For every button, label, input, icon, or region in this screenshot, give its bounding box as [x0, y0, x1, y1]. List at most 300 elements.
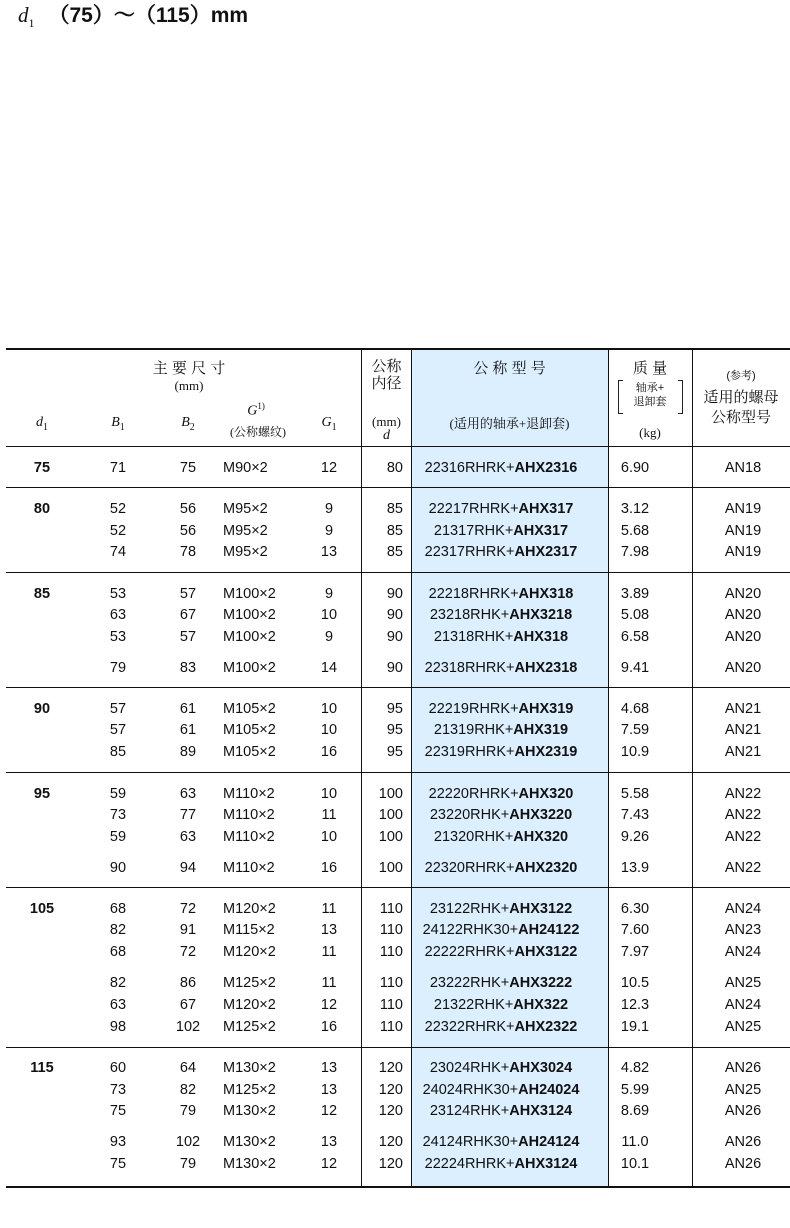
bearing-number: 22318RHRK+ [424, 660, 515, 676]
cell-nut: AN19 [724, 544, 762, 560]
cell-b2: 77 [179, 807, 197, 823]
cell-mass: 7.59 [620, 722, 650, 738]
cell-nut: AN23 [724, 922, 762, 938]
group-divider [6, 772, 790, 773]
cell-g: M105×2 [223, 722, 276, 738]
cell-b1: 82 [109, 922, 127, 938]
cell-g: M115×2 [223, 922, 275, 938]
cell-model [411, 521, 591, 541]
cell-d1: 115 [30, 1060, 54, 1076]
cell-g: M110×2 [223, 807, 275, 823]
cell-g1: 11 [321, 807, 337, 823]
header-bore-line1: 公称 [371, 358, 402, 375]
sleeve-number: AHX3122 [514, 944, 578, 960]
cell-b2: 94 [179, 860, 197, 876]
cell-mass: 10.1 [620, 1156, 650, 1172]
cell-d1: 75 [33, 460, 51, 476]
cell-bore: 120 [378, 1134, 403, 1150]
cell-nut: AN26 [724, 1156, 762, 1172]
group-divider [6, 887, 790, 888]
cell-b1: 60 [109, 1060, 127, 1076]
cell-mass: 5.99 [620, 1082, 650, 1098]
header-col-g-note: (公称螺纹) [230, 425, 286, 439]
cell-nut: AN24 [724, 901, 762, 917]
cell-mass: 4.68 [620, 701, 650, 717]
cell-mass: 6.30 [620, 901, 650, 917]
cell-b2: 89 [179, 744, 197, 760]
cell-g: M120×2 [223, 997, 276, 1013]
cell-g1: 12 [320, 1103, 338, 1119]
bearing-number: 21319RHK+ [433, 722, 514, 738]
cell-g: M125×2 [223, 1082, 276, 1098]
sleeve-number: AHX320 [518, 786, 574, 802]
sleeve-number: AHX318 [518, 586, 574, 602]
cell-nut: AN24 [724, 944, 762, 960]
cell-b1: 93 [109, 1134, 127, 1150]
cell-b1: 90 [109, 860, 127, 876]
cell-mass: 4.82 [620, 1060, 650, 1076]
sleeve-number: AHX317 [513, 523, 569, 539]
cell-mass: 7.98 [620, 544, 650, 560]
bearing-number: 22222RHRK+ [424, 944, 515, 960]
cell-g: M110×2 [223, 860, 275, 876]
sleeve-number: AHX3220 [509, 807, 573, 823]
cell-nut: AN21 [724, 722, 762, 738]
cell-model [411, 1101, 591, 1121]
cell-model [411, 995, 591, 1015]
sleeve-number: AHX3122 [509, 901, 573, 917]
cell-bore: 110 [379, 997, 403, 1013]
cell-b2: 102 [175, 1134, 201, 1150]
cell-model [411, 942, 591, 962]
cell-b1: 52 [109, 523, 127, 539]
cell-mass: 10.9 [620, 744, 650, 760]
divider-mass-left [608, 350, 609, 1186]
cell-b2: 67 [179, 607, 197, 623]
header-dims-unit: (mm) [174, 378, 204, 393]
cell-d1: 105 [29, 901, 55, 917]
cell-b2: 61 [179, 701, 197, 717]
divider-nut-left [692, 350, 693, 1186]
cell-nut: AN22 [724, 829, 762, 845]
cell-bore: 85 [386, 523, 403, 539]
cell-g1: 16 [320, 744, 338, 760]
cell-b1: 73 [109, 807, 127, 823]
cell-g: M100×2 [223, 660, 276, 676]
cell-bore: 85 [386, 501, 403, 517]
cell-b1: 59 [109, 829, 127, 845]
title-symbol-letter: d [18, 3, 29, 27]
cell-model [411, 805, 591, 825]
cell-model [411, 858, 591, 878]
cell-model [411, 720, 591, 740]
cell-mass: 9.26 [620, 829, 650, 845]
cell-bore: 120 [378, 1060, 403, 1076]
bearing-number: 22217RHRK+ [428, 501, 519, 517]
bearing-number: 24122RHK30+ [422, 922, 519, 938]
cell-g1: 13 [320, 1082, 338, 1098]
dimension-table [6, 348, 790, 1188]
bearing-number: 23124RHK+ [429, 1103, 510, 1119]
cell-nut: AN26 [724, 1134, 762, 1150]
cell-g: M100×2 [223, 586, 276, 602]
cell-g1: 12 [320, 1156, 338, 1172]
cell-b2: 75 [179, 460, 197, 476]
cell-model [411, 920, 591, 940]
cell-model [411, 827, 591, 847]
bearing-number: 22218RHRK+ [428, 586, 519, 602]
cell-g: M95×2 [223, 544, 268, 560]
cell-b1: 82 [109, 975, 127, 991]
header-mass-note1: 轴承+ [635, 382, 665, 394]
cell-g: M130×2 [223, 1156, 276, 1172]
cell-b2: 86 [179, 975, 197, 991]
cell-g1: 11 [321, 944, 337, 960]
cell-mass: 6.90 [620, 460, 650, 476]
cell-bore: 85 [386, 544, 403, 560]
cell-bore: 90 [386, 629, 403, 645]
cell-nut: AN25 [724, 975, 762, 991]
sleeve-number: AH24124 [518, 1134, 580, 1150]
cell-b1: 74 [109, 544, 127, 560]
cell-model [411, 584, 591, 604]
header-col-b1-letter: B [111, 415, 120, 430]
header-bore-line2: 内径 [371, 375, 402, 392]
cell-bore: 110 [379, 901, 403, 917]
header-bore-symbol: d [383, 428, 390, 443]
header-col-g [221, 402, 291, 419]
bearing-number: 22317RHRK+ [424, 544, 515, 560]
cell-mass: 11.0 [621, 1134, 649, 1150]
cell-b1: 53 [109, 586, 127, 602]
cell-mass: 7.97 [620, 944, 650, 960]
sleeve-number: AH24024 [518, 1082, 580, 1098]
header-mass-unit: (kg) [639, 425, 661, 440]
header-col-g-sup: 1) [257, 401, 265, 411]
cell-b1: 63 [109, 997, 127, 1013]
cell-bore: 90 [386, 660, 403, 676]
cell-bore: 80 [386, 460, 403, 476]
cell-g: M95×2 [223, 501, 268, 517]
cell-bore: 100 [378, 786, 403, 802]
cell-nut: AN25 [724, 1082, 762, 1098]
cell-g1: 16 [320, 1019, 338, 1035]
page-title [18, 0, 248, 30]
cell-nut: AN18 [724, 460, 762, 476]
sleeve-number: AHX3218 [509, 607, 573, 623]
cell-mass: 5.58 [620, 786, 650, 802]
cell-g: M110×2 [223, 829, 275, 845]
cell-g1: 13 [320, 922, 338, 938]
cell-d1: 80 [33, 501, 51, 517]
cell-g: M95×2 [223, 523, 268, 539]
cell-b2: 79 [179, 1156, 197, 1172]
header-col-g1-letter: G [321, 415, 332, 430]
cell-g1: 9 [324, 523, 334, 539]
cell-b1: 71 [109, 460, 127, 476]
cell-model [411, 627, 591, 647]
cell-mass: 13.9 [620, 860, 650, 876]
cell-bore: 90 [386, 607, 403, 623]
cell-model [411, 784, 591, 804]
cell-b2: 57 [179, 629, 197, 645]
bearing-number: 23218RHK+ [429, 607, 510, 623]
cell-b2: 56 [179, 501, 197, 517]
cell-g1: 13 [320, 1134, 338, 1150]
cell-g: M120×2 [223, 944, 276, 960]
cell-b2: 63 [179, 829, 197, 845]
bearing-number: 22316RHRK+ [424, 460, 515, 476]
cell-g1: 12 [320, 997, 338, 1013]
sleeve-number: AHX2318 [514, 660, 578, 676]
header-model-note: (适用的轴承+退卸套) [449, 416, 570, 431]
cell-b1: 57 [109, 701, 127, 717]
sleeve-number: AHX319 [518, 701, 574, 717]
cell-b1: 79 [109, 660, 127, 676]
bearing-number: 23222RHK+ [429, 975, 510, 991]
bearing-number: 23122RHK+ [429, 901, 510, 917]
group-divider [6, 687, 790, 688]
cell-nut: AN21 [724, 744, 762, 760]
cell-b2: 63 [179, 786, 197, 802]
cell-d1: 85 [33, 586, 51, 602]
cell-g1: 10 [320, 701, 338, 717]
bearing-number: 22219RHRK+ [428, 701, 519, 717]
sleeve-number: AHX2320 [514, 860, 578, 876]
header-mass-bracket-right [678, 380, 683, 414]
cell-g1: 12 [320, 460, 338, 476]
cell-g: M110×2 [223, 786, 275, 802]
cell-mass: 5.68 [620, 523, 650, 539]
cell-b2: 67 [179, 997, 197, 1013]
cell-model [411, 742, 591, 762]
cell-b2: 57 [179, 586, 197, 602]
cell-d1: 95 [33, 786, 51, 802]
cell-g: M125×2 [223, 1019, 276, 1035]
bearing-number: 22224RHRK+ [424, 1156, 515, 1172]
cell-mass: 3.12 [620, 501, 650, 517]
cell-model [411, 1058, 591, 1078]
cell-bore: 120 [378, 1103, 403, 1119]
cell-b1: 59 [109, 786, 127, 802]
cell-b2: 56 [179, 523, 197, 539]
cell-model [411, 973, 591, 993]
cell-model [411, 499, 591, 519]
cell-g1: 11 [321, 901, 337, 917]
cell-bore: 100 [378, 807, 403, 823]
cell-nut: AN20 [724, 629, 762, 645]
cell-nut: AN20 [724, 660, 762, 676]
cell-model [411, 1017, 591, 1037]
header-nut-line1: 适用的螺母 [703, 389, 779, 406]
cell-nut: AN25 [724, 1019, 762, 1035]
cell-b1: 85 [109, 744, 127, 760]
header-col-d1-letter: d [36, 415, 43, 430]
cell-bore: 95 [386, 722, 403, 738]
cell-b2: 79 [179, 1103, 197, 1119]
cell-mass: 7.60 [620, 922, 650, 938]
cell-g: M130×2 [223, 1134, 276, 1150]
cell-mass: 19.1 [620, 1019, 650, 1035]
cell-bore: 110 [379, 975, 403, 991]
cell-b1: 53 [109, 629, 127, 645]
cell-mass: 5.08 [620, 607, 650, 623]
header-nut-ref: (参考) [726, 370, 756, 382]
cell-b1: 68 [109, 901, 127, 917]
cell-nut: AN20 [724, 586, 762, 602]
cell-nut: AN26 [724, 1060, 762, 1076]
cell-g1: 10 [320, 722, 338, 738]
cell-g: M100×2 [223, 629, 276, 645]
cell-g: M130×2 [223, 1060, 276, 1076]
sleeve-number: AHX320 [513, 829, 569, 845]
header-col-g1-sub: 1 [331, 421, 337, 433]
cell-nut: AN24 [724, 997, 762, 1013]
bearing-number: 21320RHK+ [433, 829, 514, 845]
cell-nut: AN20 [724, 607, 762, 623]
header-nut-line2: 公称型号 [710, 409, 771, 426]
header-col-b1-sub: 1 [119, 421, 125, 433]
cell-g1: 9 [324, 629, 334, 645]
cell-bore: 110 [379, 922, 403, 938]
cell-g: M90×2 [223, 460, 268, 476]
cell-g1: 11 [321, 975, 337, 991]
cell-mass: 12.3 [620, 997, 650, 1013]
sleeve-number: AHX3124 [514, 1156, 578, 1172]
cell-b1: 75 [109, 1103, 127, 1119]
cell-g: M130×2 [223, 1103, 276, 1119]
bearing-number: 24024RHK30+ [422, 1082, 519, 1098]
cell-g1: 13 [320, 544, 338, 560]
header-bore-unit: (mm) [372, 414, 401, 429]
header-dims-title: 主 要 尺 寸 [152, 360, 226, 377]
cell-g1: 10 [320, 829, 338, 845]
cell-g1: 9 [324, 586, 334, 602]
cell-d1: 90 [33, 701, 51, 717]
cell-b2: 61 [179, 722, 197, 738]
header-col-d1 [6, 416, 78, 433]
cell-b2: 82 [179, 1082, 197, 1098]
cell-g: M105×2 [223, 701, 276, 717]
cell-bore: 95 [386, 744, 403, 760]
header-col-b2 [163, 416, 213, 433]
sleeve-number: AHX317 [518, 501, 574, 517]
title-symbol-sub: 1 [28, 16, 35, 31]
cell-g1: 14 [320, 660, 338, 676]
cell-model [411, 542, 591, 562]
group-divider [6, 487, 790, 488]
cell-nut: AN22 [724, 786, 762, 802]
cell-g: M105×2 [223, 744, 276, 760]
cell-bore: 100 [378, 860, 403, 876]
bearing-number: 21317RHK+ [433, 523, 514, 539]
bearing-number: 23024RHK+ [429, 1060, 510, 1076]
header-mass-title: 质 量 [632, 360, 668, 377]
cell-b2: 83 [179, 660, 197, 676]
cell-mass: 9.41 [620, 660, 650, 676]
cell-nut: AN21 [724, 701, 762, 717]
cell-mass: 8.69 [620, 1103, 650, 1119]
cell-nut: AN19 [724, 523, 762, 539]
cell-g1: 10 [320, 607, 338, 623]
bearing-number: 21318RHK+ [433, 629, 514, 645]
group-divider [6, 572, 790, 573]
cell-nut: AN26 [724, 1103, 762, 1119]
group-divider [6, 1047, 790, 1048]
sleeve-number: AHX2316 [514, 460, 578, 476]
cell-model [411, 658, 591, 678]
sleeve-number: AHX319 [513, 722, 569, 738]
bearing-number: 24124RHK30+ [422, 1134, 519, 1150]
cell-model [411, 1080, 591, 1100]
bearing-number: 22220RHRK+ [428, 786, 519, 802]
title-range: （75）～（115）mm [48, 4, 249, 27]
title-symbol [18, 3, 35, 31]
sleeve-number: AHX2319 [514, 744, 578, 760]
cell-model [411, 1132, 591, 1152]
cell-g1: 10 [320, 786, 338, 802]
cell-b1: 68 [109, 944, 127, 960]
cell-b1: 63 [109, 607, 127, 623]
cell-nut: AN19 [724, 501, 762, 517]
sleeve-number: AH24122 [518, 922, 580, 938]
header-col-b2-letter: B [181, 415, 190, 430]
header-divider [6, 446, 790, 447]
header-col-b1 [93, 416, 143, 433]
cell-b2: 91 [179, 922, 197, 938]
cell-b1: 98 [109, 1019, 127, 1035]
sleeve-number: AHX3024 [509, 1060, 573, 1076]
cell-g: M120×2 [223, 901, 276, 917]
cell-bore: 90 [386, 586, 403, 602]
cell-b1: 57 [109, 722, 127, 738]
cell-b2: 72 [179, 944, 197, 960]
header-mass-note2: 退卸套 [633, 396, 667, 408]
cell-mass: 10.5 [620, 975, 650, 991]
cell-mass: 7.43 [620, 807, 650, 823]
cell-g1: 9 [324, 501, 334, 517]
sleeve-number: AHX322 [513, 997, 569, 1013]
cell-b2: 72 [179, 901, 197, 917]
header-col-b2-sub: 2 [189, 421, 195, 433]
cell-model [411, 458, 591, 478]
cell-b1: 52 [109, 501, 127, 517]
cell-b1: 73 [109, 1082, 127, 1098]
header-model-title: 公 称 型 号 [473, 360, 546, 377]
sleeve-number: AHX3222 [509, 975, 573, 991]
bearing-number: 22319RHRK+ [424, 744, 515, 760]
cell-nut: AN22 [724, 807, 762, 823]
cell-model [411, 605, 591, 625]
bearing-number: 23220RHK+ [429, 807, 510, 823]
cell-bore: 120 [378, 1156, 403, 1172]
header-col-d1-sub: 1 [43, 421, 48, 433]
cell-b2: 102 [175, 1019, 201, 1035]
cell-mass: 6.58 [620, 629, 650, 645]
cell-nut: AN22 [724, 860, 762, 876]
cell-bore: 110 [379, 1019, 403, 1035]
cell-bore: 95 [386, 701, 403, 717]
cell-g1: 13 [320, 1060, 338, 1076]
cell-model [411, 899, 591, 919]
cell-mass: 3.89 [620, 586, 650, 602]
bearing-number: 21322RHK+ [433, 997, 514, 1013]
cell-g1: 16 [320, 860, 338, 876]
cell-b1: 75 [109, 1156, 127, 1172]
bearing-number: 22322RHRK+ [424, 1019, 515, 1035]
cell-bore: 100 [378, 829, 403, 845]
sleeve-number: AHX318 [513, 629, 569, 645]
